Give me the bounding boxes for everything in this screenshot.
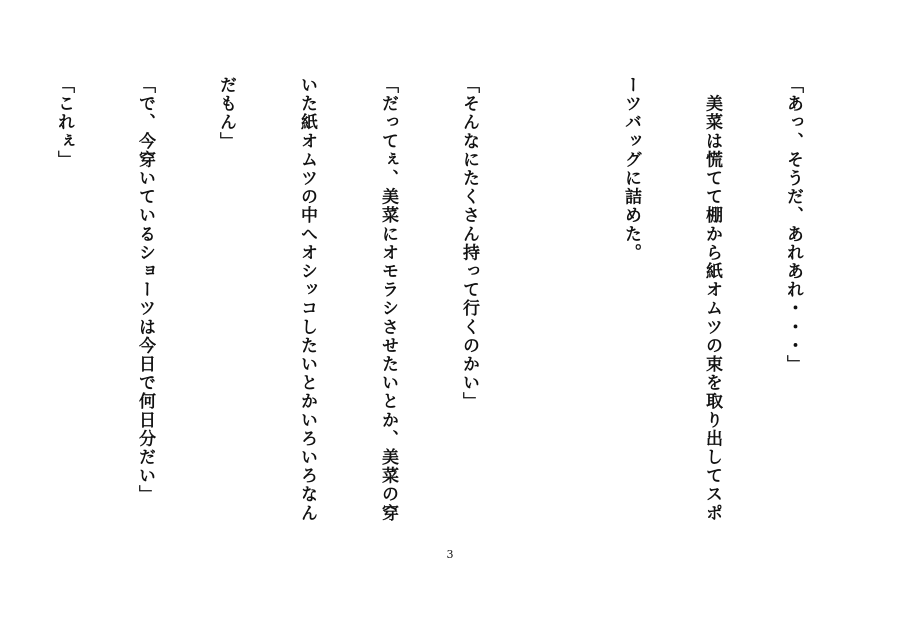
text-line: 美菜は慌てて棚から紙オムツの束を取り出してスポ (702, 76, 722, 523)
text-line: 「そんなにたくさん持って行くのかい」 (459, 76, 479, 411)
text-line: 「これぇ」 (54, 76, 74, 169)
text-line: 「で、今穿いているショーツは今日で何日分だい」 (135, 76, 155, 504)
text-line: だもん」 (216, 76, 236, 151)
text-line: 「だってぇ、美菜にオモラシさせたいとか、美菜の穿 (378, 76, 398, 523)
text-line: ーツバッグに詰めた。 (621, 76, 641, 262)
text-line: 「あっ、そうだ、あれあれ・・・」 (783, 76, 803, 374)
text-line: いた紙オムツの中へオシッコしたいとかいろいろなん (297, 76, 317, 523)
page-number: 3 (446, 548, 454, 561)
paragraph-gap (536, 76, 563, 596)
vertical-text-body (20, 76, 860, 596)
